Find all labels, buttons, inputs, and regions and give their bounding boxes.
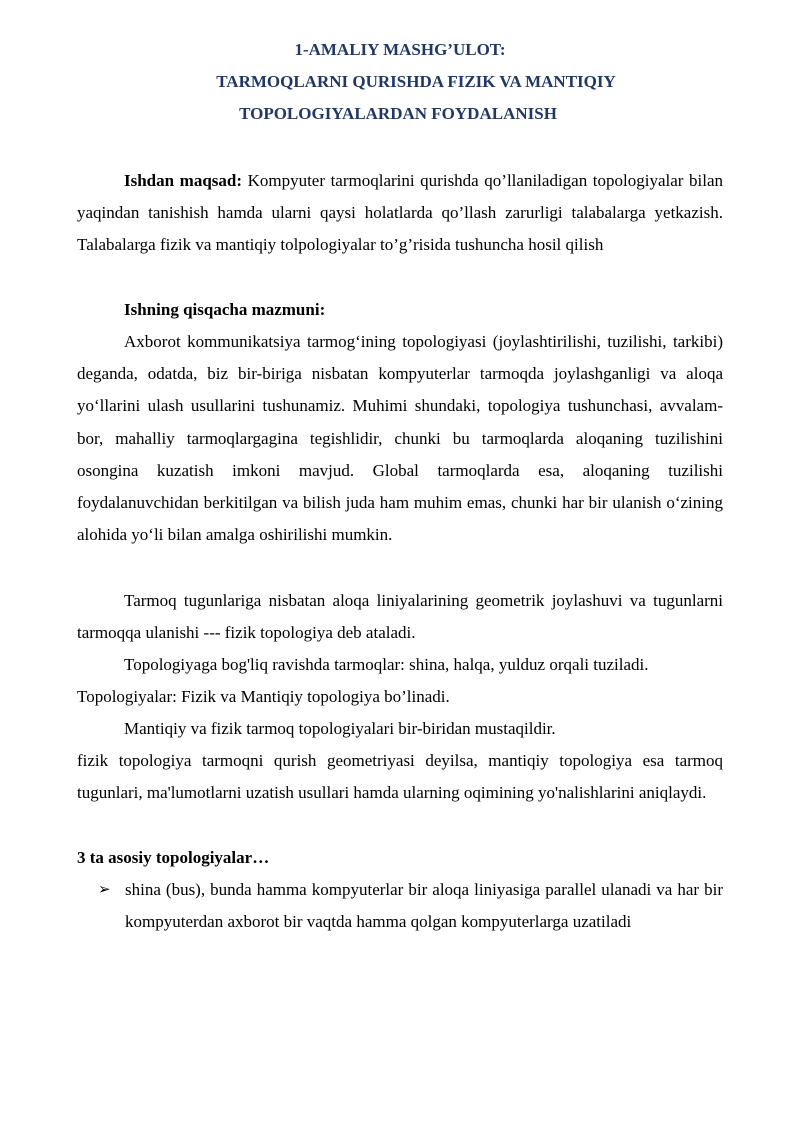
title-line-2: TARMOQLARNI QURISHDA FIZIK VA MANTIQIY bbox=[216, 72, 616, 91]
physical-topology-paragraph: Tarmoq tugunlariga nisbatan aloqa liniyalarining geometrik joylashuvi va tugunlarni tarmoqqa ulanishi --- fizik topologiya deb ataladi. bbox=[77, 591, 723, 643]
purpose-label: Ishdan maqsad: bbox=[124, 171, 243, 190]
independence-paragraph: Mantiqiy va fizik tarmoq topologiyalari bir-biridan mustaqildir. bbox=[124, 719, 556, 738]
topology-types-paragraph: Topologiyaga bog'liq ravishda tarmoqlar: shina, halqa, yulduz orqali tuziladi. bbox=[124, 655, 649, 674]
summary-heading: Ishning qisqacha mazmuni: bbox=[124, 300, 326, 319]
arrow-bullet-icon: ➢ bbox=[98, 882, 111, 898]
topologies-heading: 3 ta asosiy topologiyalar… bbox=[77, 848, 270, 867]
geometry-paragraph: fizik topologiya tarmoqni qurish geometriyasi deyilsa, mantiqiy topologiya esa tarmoq tugunlari, ma'lumotlarni uzatish usullari hamda ularning oqimining yo'nalishlarini aniqlaydi. bbox=[77, 751, 723, 803]
topology-definition-paragraph: Axborot kommunikatsiya tarmog‘ining topologiyasi (joylashtirilishi, tuzilishi, tarkibi) deganda, odatda, biz bir-biriga nisbatan kompyuterlar tarmoqda joylashganligi va aloqa yo‘llarini ulash usullarini tushunamiz. Muhimi shundaki, topologiya tushunchasi, avvalam-bor, mahalliy tarmoqlargagina tegishlidir, chunki bu tarmoqlarda aloqaning tuzilishini osongina kuzatish imkoni mavjud. Global tarmoqlarda esa, aloqaning tuzilishi foydalanuvchidan berkitilgan va bilish juda ham muhim emas, chunki har bir ulanish o‘zining alohida yo‘li bilan amalga oshirilishi mumkin. bbox=[77, 332, 723, 545]
title-line-3: TOPOLOGIYALARDAN FOYDALANISH bbox=[239, 104, 557, 123]
topology-split-paragraph: Topologiyalar: Fizik va Mantiqiy topologiya bo’linadi. bbox=[77, 687, 450, 706]
purpose-paragraph bbox=[77, 165, 723, 262]
title-line-1: 1-AMALIY MASHG’ULOT: bbox=[294, 40, 506, 59]
purpose-text: Kompyuter tarmoqlarini qurishda qo’llaniladigan topologiyalar bilan yaqindan tanishish hamda ularni qaysi holatlarda qo’llash zarurligi talabalarga yetkazish. Talabalarga fizik va mantiqiy tolpologiyalar to’g’risida tushuncha hosil qilish bbox=[77, 171, 723, 255]
bus-topology-text: shina (bus), bunda hamma kompyuterlar bir aloqa liniyasiga parallel ulanadi va har bir kompyuterdan axborot bir vaqtda hamma qolgan kompyuterlarga uzatiladi bbox=[125, 880, 723, 932]
